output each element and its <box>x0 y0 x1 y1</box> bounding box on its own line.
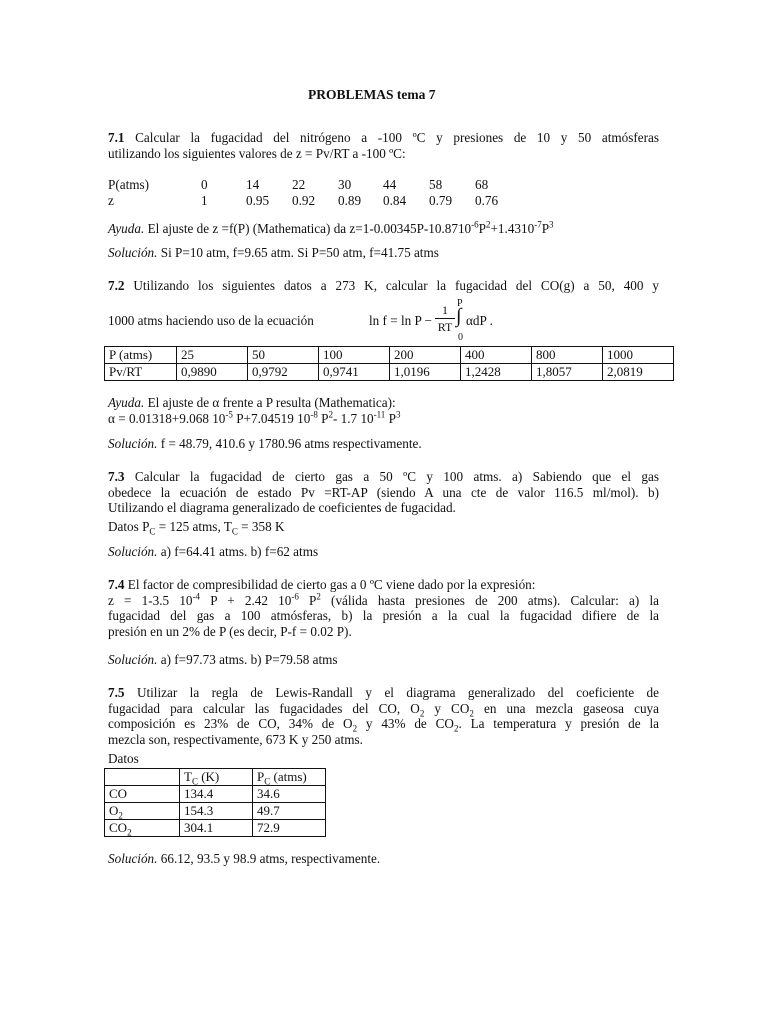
problem-7-4-statement: 7.4 El factor de compresibilidad de cierto gas a 0 ºC viene dado por la expresión: z = 1-3.5 $10^{-4}$ P + 2.42 $10^{-6}$ $P^2$ (válida hasta presiones de 200 atms). Calcular: a) la fugacidad del gas a 100 atmósferas, b) la presión a la cual la fugacidad difiere de la presión en un 2% de P (es decir, P-f = 0.02 P). <box>108 577 659 639</box>
table-row: $CO_2$ 304.1 72.9 <box>105 820 326 837</box>
problem-7-3-data: Datos $P_C = 125$ atms, $T_C = 358$ K <box>108 519 285 537</box>
document-page: PROBLEMAS tema 7 7.1 Calcular la fugacidad del nitrógeno a -100 ºC y presiones de 10 y 50 atmósferas utilizando los siguientes valores de z = Pv/RT a -100 ºC: P(atms) 0 14 22 30 44 58 68 z 1 0.95 0.92 0.89 0.84 0.79 0.76 Ayuda. El ajuste de z =f(P) (Mathematica) da $z=1-0.00345P-10.8710^{-6}P^2+1.4310^{-7}P^3$ Solución. Si P=10 atm, f=9.65 atm. Si P=50 atm, f=41.75 atms 7.2 Utilizando los siguientes datos a 273 K, calcular la fugacidad del CO(g) a 50, 400 y 1000 atms haciendo uso de la ecuación ln f = ln P − 1 RT P ∫ 0 αdP . P (atms) 25 50 100 200 400 800 1000 Pv/RT 0,9890 0,9792 0,9741 1,0196 1,2428 1,8057 2,0819 Ayuda. El ajuste de α frente a P resulta (Mathematica): α = 0.01318+9.068 $10^{-5}$ P+7.04519 $10^{-8}$ $P^2-$ 1.7 $10^{-11}$ $P^3$ Solución. f = 48.79, 410.6 y 1780.96 atms respectivamente. 7.3 Calcular la fugacidad de cierto gas a 50 ºC y 100 atms. a) Sabiendo que el gas obedece la ecuación de estado Pv =RT-AP (siendo A una cte de valor 116.5 ml/mol). b) Utilizando el diagrama generalizado de coeficientes de fugacidad. Datos $P_C = 125$ atms, $T_C = 358$ K Solución. a) f=64.41 atms. b) f=62 atms 7.4 El factor de compresibilidad de cierto gas a 0 ºC viene dado por la expresión: z = 1-3.5 $10^{-4}$ P + 2.42 $10^{-6}$ $P^2$ (válida hasta presiones de 200 atms). Calcular: a) la fugacidad del gas a 100 atmósferas, b) la presión a la cual la fugacidad difiere de la presión en un 2% de P (es decir, P-f = 0.02 P). Solución. a) f=97.73 atms. b) P=79.58 atms 7.5 Utilizar la regla de Lewis-Randall y el diagrama generalizado del coeficiente de fugacidad para calcular las fugacidades del CO, $O_2$ y $CO_2$ en una mezcla gaseosa cuya composición es 23% de CO, 34% de $O_2$ y 43% de $CO_2$. La temperatura y presión de la mezcla son, respectivamente, 673 K y 250 atms. Datos $T_C$ (K) $P_C$ (atms) CO 134.4 34.6 $O_2$ 154.3 49.7 $CO_2$ 304.1 72.9 Solución. 66.12, 93.5 y 98.9 atms, respectivamente. <box>0 0 768 1024</box>
equation-lhs: ln f = ln P − <box>369 313 433 328</box>
problem-7-3-statement: 7.3 Calcular la fugacidad de cierto gas a 50 ºC y 100 atms. a) Sabiendo que el gas obedece la ecuación de estado Pv =RT-AP (siendo A una cte de valor 116.5 ml/mol). b) Utilizando el diagrama generalizado de coeficientes de fugacidad. <box>108 469 660 515</box>
problem-7-2-table <box>104 346 674 381</box>
table-row: Pv/RT 0,9890 0,9792 0,9741 1,0196 1,2428 1,8057 2,0819 <box>105 364 674 381</box>
equation-fraction-denominator: RT <box>437 320 453 334</box>
page-title: PROBLEMAS tema 7 <box>308 87 436 102</box>
problem-7-2-solution: Solución. f = 48.79, 410.6 y 1780.96 atms respectivamente. <box>108 436 422 451</box>
equation-fraction-numerator: 1 <box>442 303 448 317</box>
problem-7-5-table <box>104 768 326 837</box>
fraction-bar <box>435 318 455 319</box>
problem-7-1-statement: 7.1 Calcular la fugacidad del nitrógeno a -100 ºC y presiones de 10 y 50 atmósferas utilizando los siguientes valores de z = Pv/RT a -100 ºC: <box>108 130 659 161</box>
integral-upper-limit: P <box>457 298 463 309</box>
problem-7-2-hint: Ayuda. El ajuste de α frente a P resulta (Mathematica): <box>108 395 396 410</box>
problem-7-2-line2: 1000 atms haciendo uso de la ecuación <box>108 313 314 328</box>
problem-7-5-statement: 7.5 Utilizar la regla de Lewis-Randall y el diagrama generalizado del coeficiente de fugacidad para calcular las fugacidades del CO, $O_2$ y $CO_2$ en una mezcla gaseosa cuya composición es 23% de CO, 34% de $O_2$ y 43% de $CO_2$. La temperatura y presión de la mezcla son, respectivamente, 673 K y 250 atms. <box>108 685 659 747</box>
problem-7-2-statement: 7.2 Utilizando los siguientes datos a 273 K, calcular la fugacidad del CO(g) a 50, 400 y <box>108 278 659 293</box>
problem-7-4-solution: Solución. a) f=97.73 atms. b) P=79.58 atms <box>108 652 338 667</box>
problem-7-1-solution: Solución. Si P=10 atm, f=9.65 atm. Si P=50 atm, f=41.75 atms <box>108 245 439 260</box>
problem-7-2-fit: α = 0.01318+9.068 $10^{-5}$ P+7.04519 $10^{-8}$ $P^2-$ 1.7 $10^{-11}$ $P^3$ <box>108 409 401 426</box>
problem-7-3-solution: Solución. a) f=64.41 atms. b) f=62 atms <box>108 544 319 559</box>
problem-number: 7.2 <box>108 278 125 293</box>
equation-rhs: αdP . <box>466 313 493 328</box>
table-row: $T_C$ (K) $P_C$ (atms) <box>105 769 326 786</box>
problem-7-5-datos-label: Datos <box>108 751 139 766</box>
problem-7-1-hint: Ayuda. El ajuste de z =f(P) (Mathematica) da $z=1-0.00345P-10.8710^{-6}P^2+1.4310^{-7}P^3$ <box>108 219 554 236</box>
table-row: CO 134.4 34.6 <box>105 786 326 803</box>
integral-lower-limit: 0 <box>458 332 463 343</box>
problem-7-5-solution: Solución. 66.12, 93.5 y 98.9 atms, respectivamente. <box>108 851 381 866</box>
problem-number: 7.3 <box>108 469 125 484</box>
table-row: P (atms) 25 50 100 200 400 800 1000 <box>105 347 674 364</box>
integral-sign: ∫ <box>456 305 462 327</box>
problem-number: 7.5 <box>108 685 125 700</box>
problem-number: 7.1 <box>108 130 125 145</box>
table-row: $O_2$ 154.3 49.7 <box>105 803 326 820</box>
problem-number: 7.4 <box>108 577 125 592</box>
